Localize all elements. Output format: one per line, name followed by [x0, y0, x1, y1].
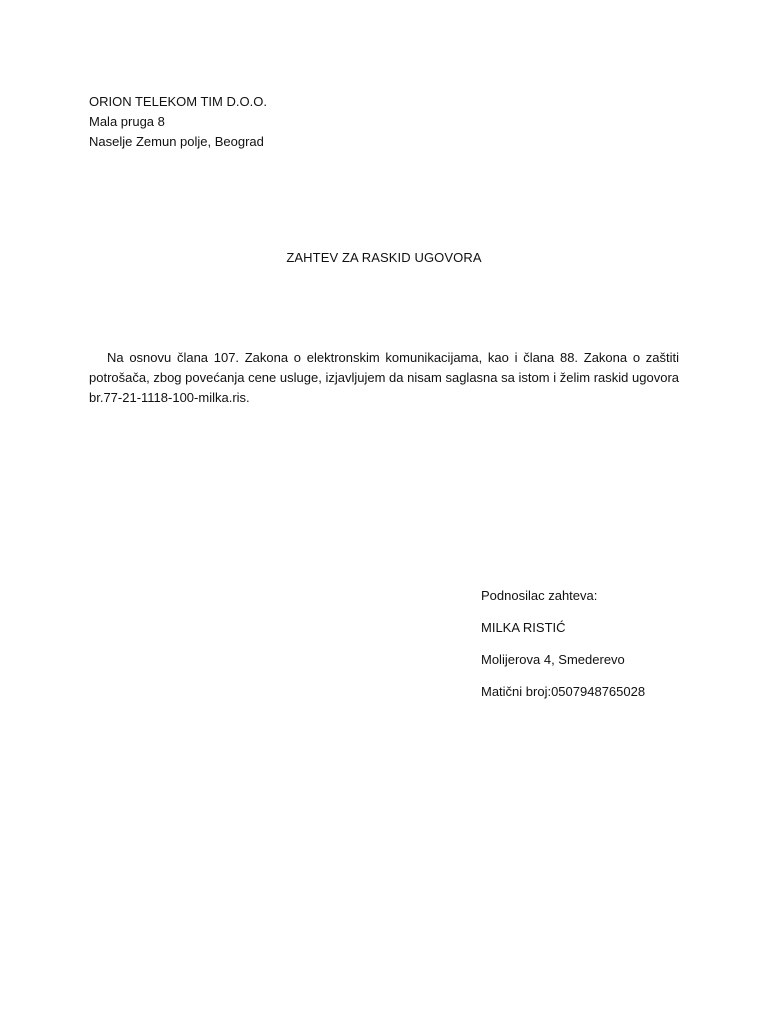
sender-block — [481, 587, 645, 715]
recipient-address-block — [89, 92, 267, 152]
sender-name: MILKA RISTIĆ — [481, 620, 566, 635]
recipient-company: ORION TELEKOM TIM D.O.O. — [89, 94, 267, 109]
document-title: ZAHTEV ZA RASKID UGOVORA — [286, 250, 482, 265]
recipient-street: Mala pruga 8 — [89, 114, 165, 129]
document-body-paragraph: Na osnovu člana 107. Zakona o elektronskim komunikacijama, kao i člana 88. Zakona o zaštiti potrošača, zbog povećanja cene usluge, izjavljujem da nisam saglasna sa istom i želim raskid ugovora br.77-21-1118-100-milka.ris. — [89, 350, 679, 405]
sender-id-number: Matični broj:0507948765028 — [481, 684, 646, 699]
sender-label: Podnosilac zahteva: — [481, 588, 598, 603]
recipient-city: Naselje Zemun polje, Beograd — [89, 134, 264, 149]
sender-address: Molijerova 4, Smederevo — [481, 652, 625, 667]
